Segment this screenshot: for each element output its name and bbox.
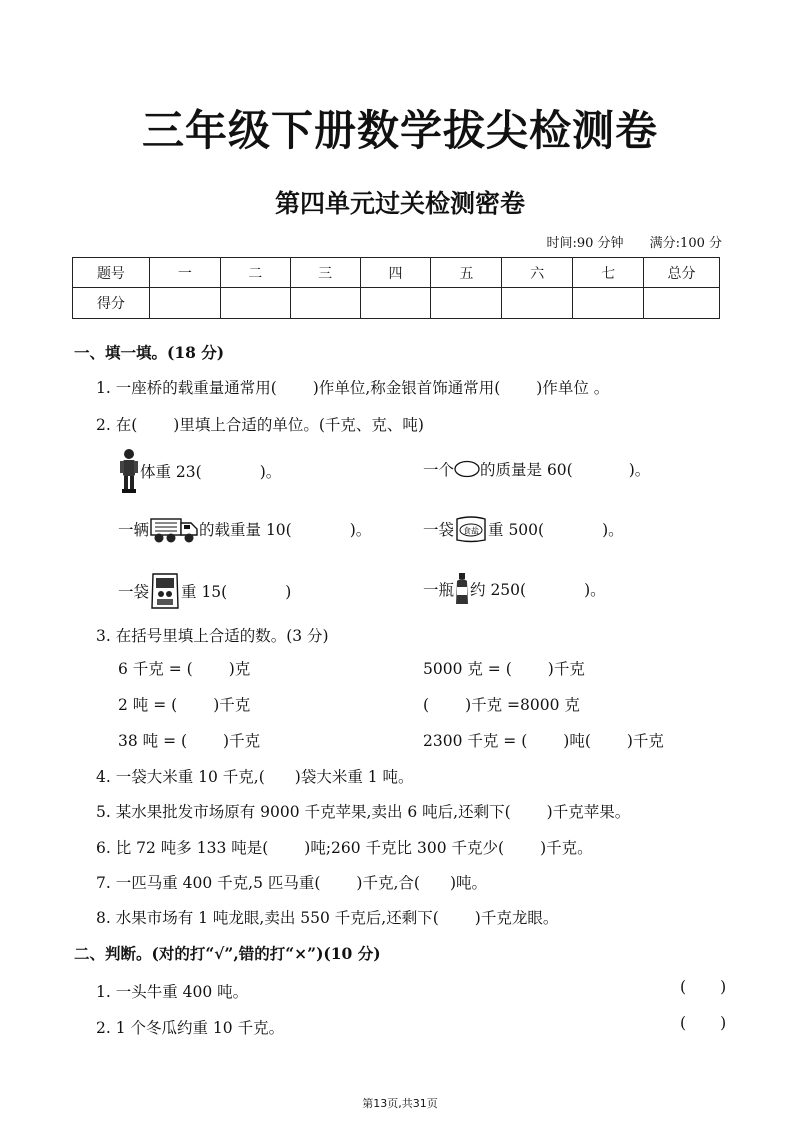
question-3: 3. 在括号里填上合适的数。(3 分) [96, 627, 329, 645]
judge-answer-bracket[interactable]: ( ) [680, 978, 727, 996]
question-2: 2. 在( )里填上合适的单位。(千克、克、吨) [96, 416, 424, 434]
judge-question-2: 2. 1 个冬瓜约重 10 千克。 [96, 1019, 285, 1037]
score-row-label: 得分 [73, 288, 150, 319]
q3-item: 38 吨 = ( )千克 [118, 732, 261, 750]
judge-answer-bracket[interactable]: ( ) [680, 1014, 727, 1032]
question-8: 8. 水果市场有 1 吨龙眼,卖出 550 千克后,还剩下( )千克龙眼。 [96, 909, 559, 927]
salt-bag-icon [454, 514, 488, 548]
score-cell[interactable] [149, 288, 220, 319]
question-6: 6. 比 72 吨多 133 吨是( )吨;260 千克比 300 千克少( )千克。 [96, 839, 593, 857]
score-cell[interactable] [290, 288, 360, 319]
salt-bag-label: 食盐 [463, 526, 480, 536]
q3-item: 6 千克 = ( )克 [118, 660, 251, 678]
page-subtitle: 第四单元过关检测密卷 [274, 189, 525, 218]
score-header-cell: 六 [502, 258, 573, 288]
score-cell[interactable] [360, 288, 431, 319]
score-header-cell: 三 [290, 258, 360, 288]
score-cell[interactable] [644, 288, 720, 319]
score-header-cell: 题号 [73, 258, 150, 288]
score-table-score-row [73, 288, 720, 319]
score-table-header-row [73, 258, 720, 288]
q2-item-truck: 一辆 的载重量 10( )。 [118, 514, 371, 548]
q3-item: ( )千克 =8000 克 [423, 696, 580, 714]
page-title: 三年级下册数学拔尖检测卷 [141, 106, 658, 155]
rice-bag-icon [149, 570, 181, 616]
q2-item-salt: 一袋 食盐 重 500( )。 [423, 514, 624, 548]
score-table [72, 257, 720, 319]
q2-item-bottle: 一瓶 约 250( )。 [423, 572, 606, 610]
score-header-cell: 七 [573, 258, 644, 288]
score-header-cell: 五 [431, 258, 502, 288]
score-header-cell: 四 [360, 258, 431, 288]
q2-item-person: 体重 23( )。 [118, 448, 281, 498]
egg-icon [454, 460, 480, 482]
section2-heading: 二、判断。(对的打“√”,错的打“×”)(10 分) [74, 944, 381, 963]
question-7: 7. 一匹马重 400 千克,5 匹马重( )千克,合( )吨。 [96, 874, 488, 892]
score-header-cell: 一 [149, 258, 220, 288]
truck-icon [149, 514, 199, 548]
score-cell[interactable] [220, 288, 290, 319]
score-cell[interactable] [502, 288, 573, 319]
q2-item-egg: 一个 的质量是 60( )。 [423, 458, 650, 482]
person-icon [118, 448, 140, 498]
score-cell[interactable] [573, 288, 644, 319]
score-header-cell: 总分 [644, 258, 720, 288]
time-limit: 时间:90 分钟 [546, 236, 624, 251]
section1-heading: 一、填一填。(18 分) [74, 343, 225, 362]
question-1: 1. 一座桥的载重量通常用( )作单位,称金银首饰通常用( )作单位 。 [96, 379, 610, 397]
score-header-cell: 二 [220, 258, 290, 288]
bottle-icon [454, 572, 470, 610]
exam-meta [524, 232, 722, 251]
q3-item: 2300 千克 = ( )吨( )千克 [423, 732, 664, 750]
q2-item-rice-bag: 一袋 重 15( ) [118, 570, 291, 616]
full-score: 满分:100 分 [649, 236, 722, 251]
question-5: 5. 某水果批发市场原有 9000 千克苹果,卖出 6 吨后,还剩下( )千克苹果。 [96, 803, 631, 821]
question-4: 4. 一袋大米重 10 千克,( )袋大米重 1 吨。 [96, 768, 414, 786]
page-number: 第13页,共31页 [362, 1097, 438, 1110]
q3-item: 5000 克 = ( )千克 [423, 660, 585, 678]
q3-item: 2 吨 = ( )千克 [118, 696, 251, 714]
judge-question-1: 1. 一头牛重 400 吨。 [96, 983, 249, 1001]
score-cell[interactable] [431, 288, 502, 319]
